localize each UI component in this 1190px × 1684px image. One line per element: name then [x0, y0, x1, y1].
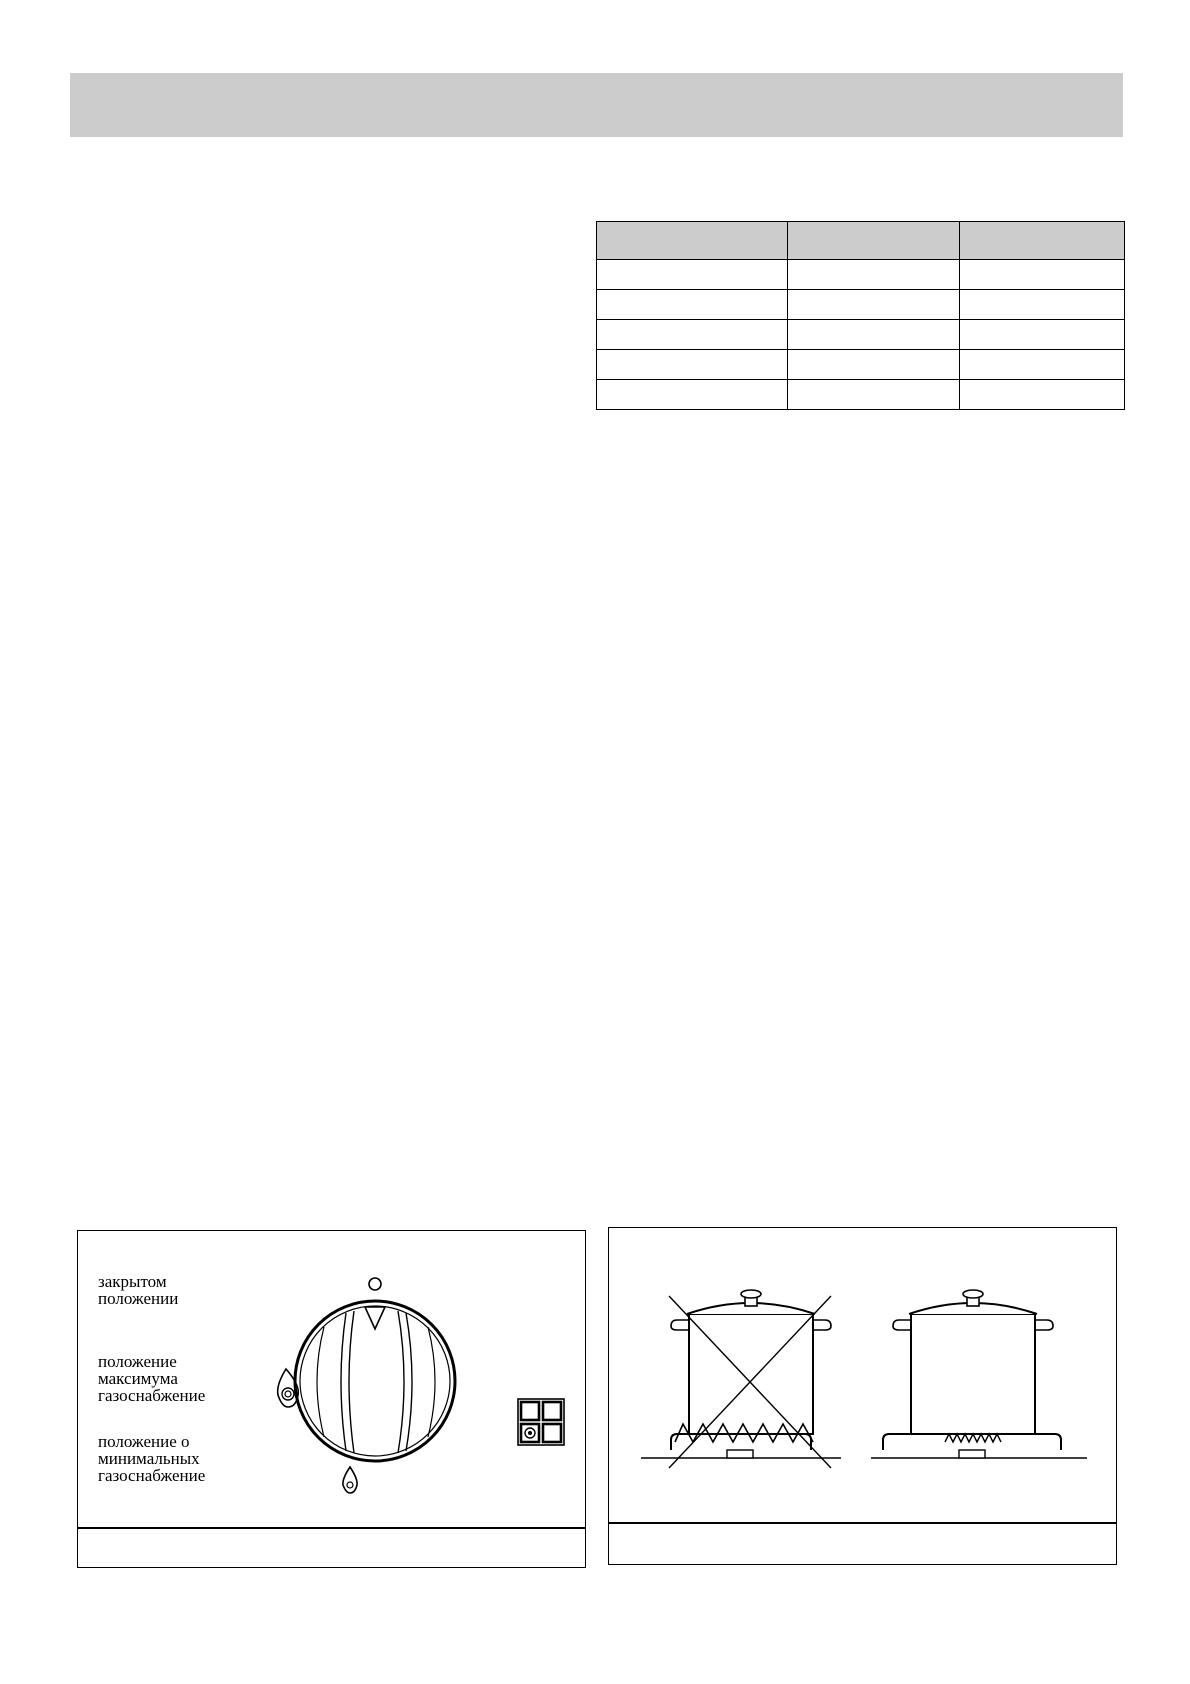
table-header-cell: [597, 222, 788, 260]
table-cell: [788, 290, 960, 320]
table-row: [597, 380, 1125, 410]
burner-layout-grid-icon: [518, 1399, 564, 1445]
label-max-position: положение максимума газоснабжение: [98, 1352, 206, 1405]
oversized-flame-pot-crossed-icon: [641, 1290, 841, 1468]
small-flame-icon: [343, 1467, 357, 1493]
table-cell: [788, 260, 960, 290]
table-cell: [960, 290, 1125, 320]
table-cell: [597, 320, 788, 350]
off-position-circle-icon: [369, 1278, 381, 1290]
table-header-cell: [960, 222, 1125, 260]
label-closed-position: закрытом положении: [98, 1272, 179, 1308]
table-row: [597, 350, 1125, 380]
figure-caption-bar: [78, 1527, 585, 1567]
table-cell: [788, 380, 960, 410]
table-row: [597, 290, 1125, 320]
table-cell: [597, 350, 788, 380]
table-header-row: [597, 222, 1125, 260]
table-cell: [788, 350, 960, 380]
table-cell: [597, 260, 788, 290]
knob-drawing: [78, 1231, 585, 1527]
label-min-position: положение о минимальных газоснабжение: [98, 1432, 206, 1485]
pot-usage-drawing: [609, 1228, 1116, 1524]
table-cell: [960, 350, 1125, 380]
table-row: [597, 260, 1125, 290]
knob-positions-figure: [77, 1230, 586, 1568]
correct-flame-pot-icon: [871, 1290, 1087, 1458]
table-cell: [960, 380, 1125, 410]
table-header-cell: [788, 222, 960, 260]
figure-caption-bar: [609, 1522, 1116, 1564]
table-cell: [960, 320, 1125, 350]
section-header-bar: [70, 73, 1123, 137]
table-cell: [597, 380, 788, 410]
table-cell: [597, 290, 788, 320]
table-row: [597, 320, 1125, 350]
burner-control-knob-icon: [295, 1301, 455, 1461]
table-cell: [960, 260, 1125, 290]
burner-data-table: [596, 221, 1125, 410]
pot-usage-figure: [608, 1227, 1117, 1565]
table-cell: [788, 320, 960, 350]
